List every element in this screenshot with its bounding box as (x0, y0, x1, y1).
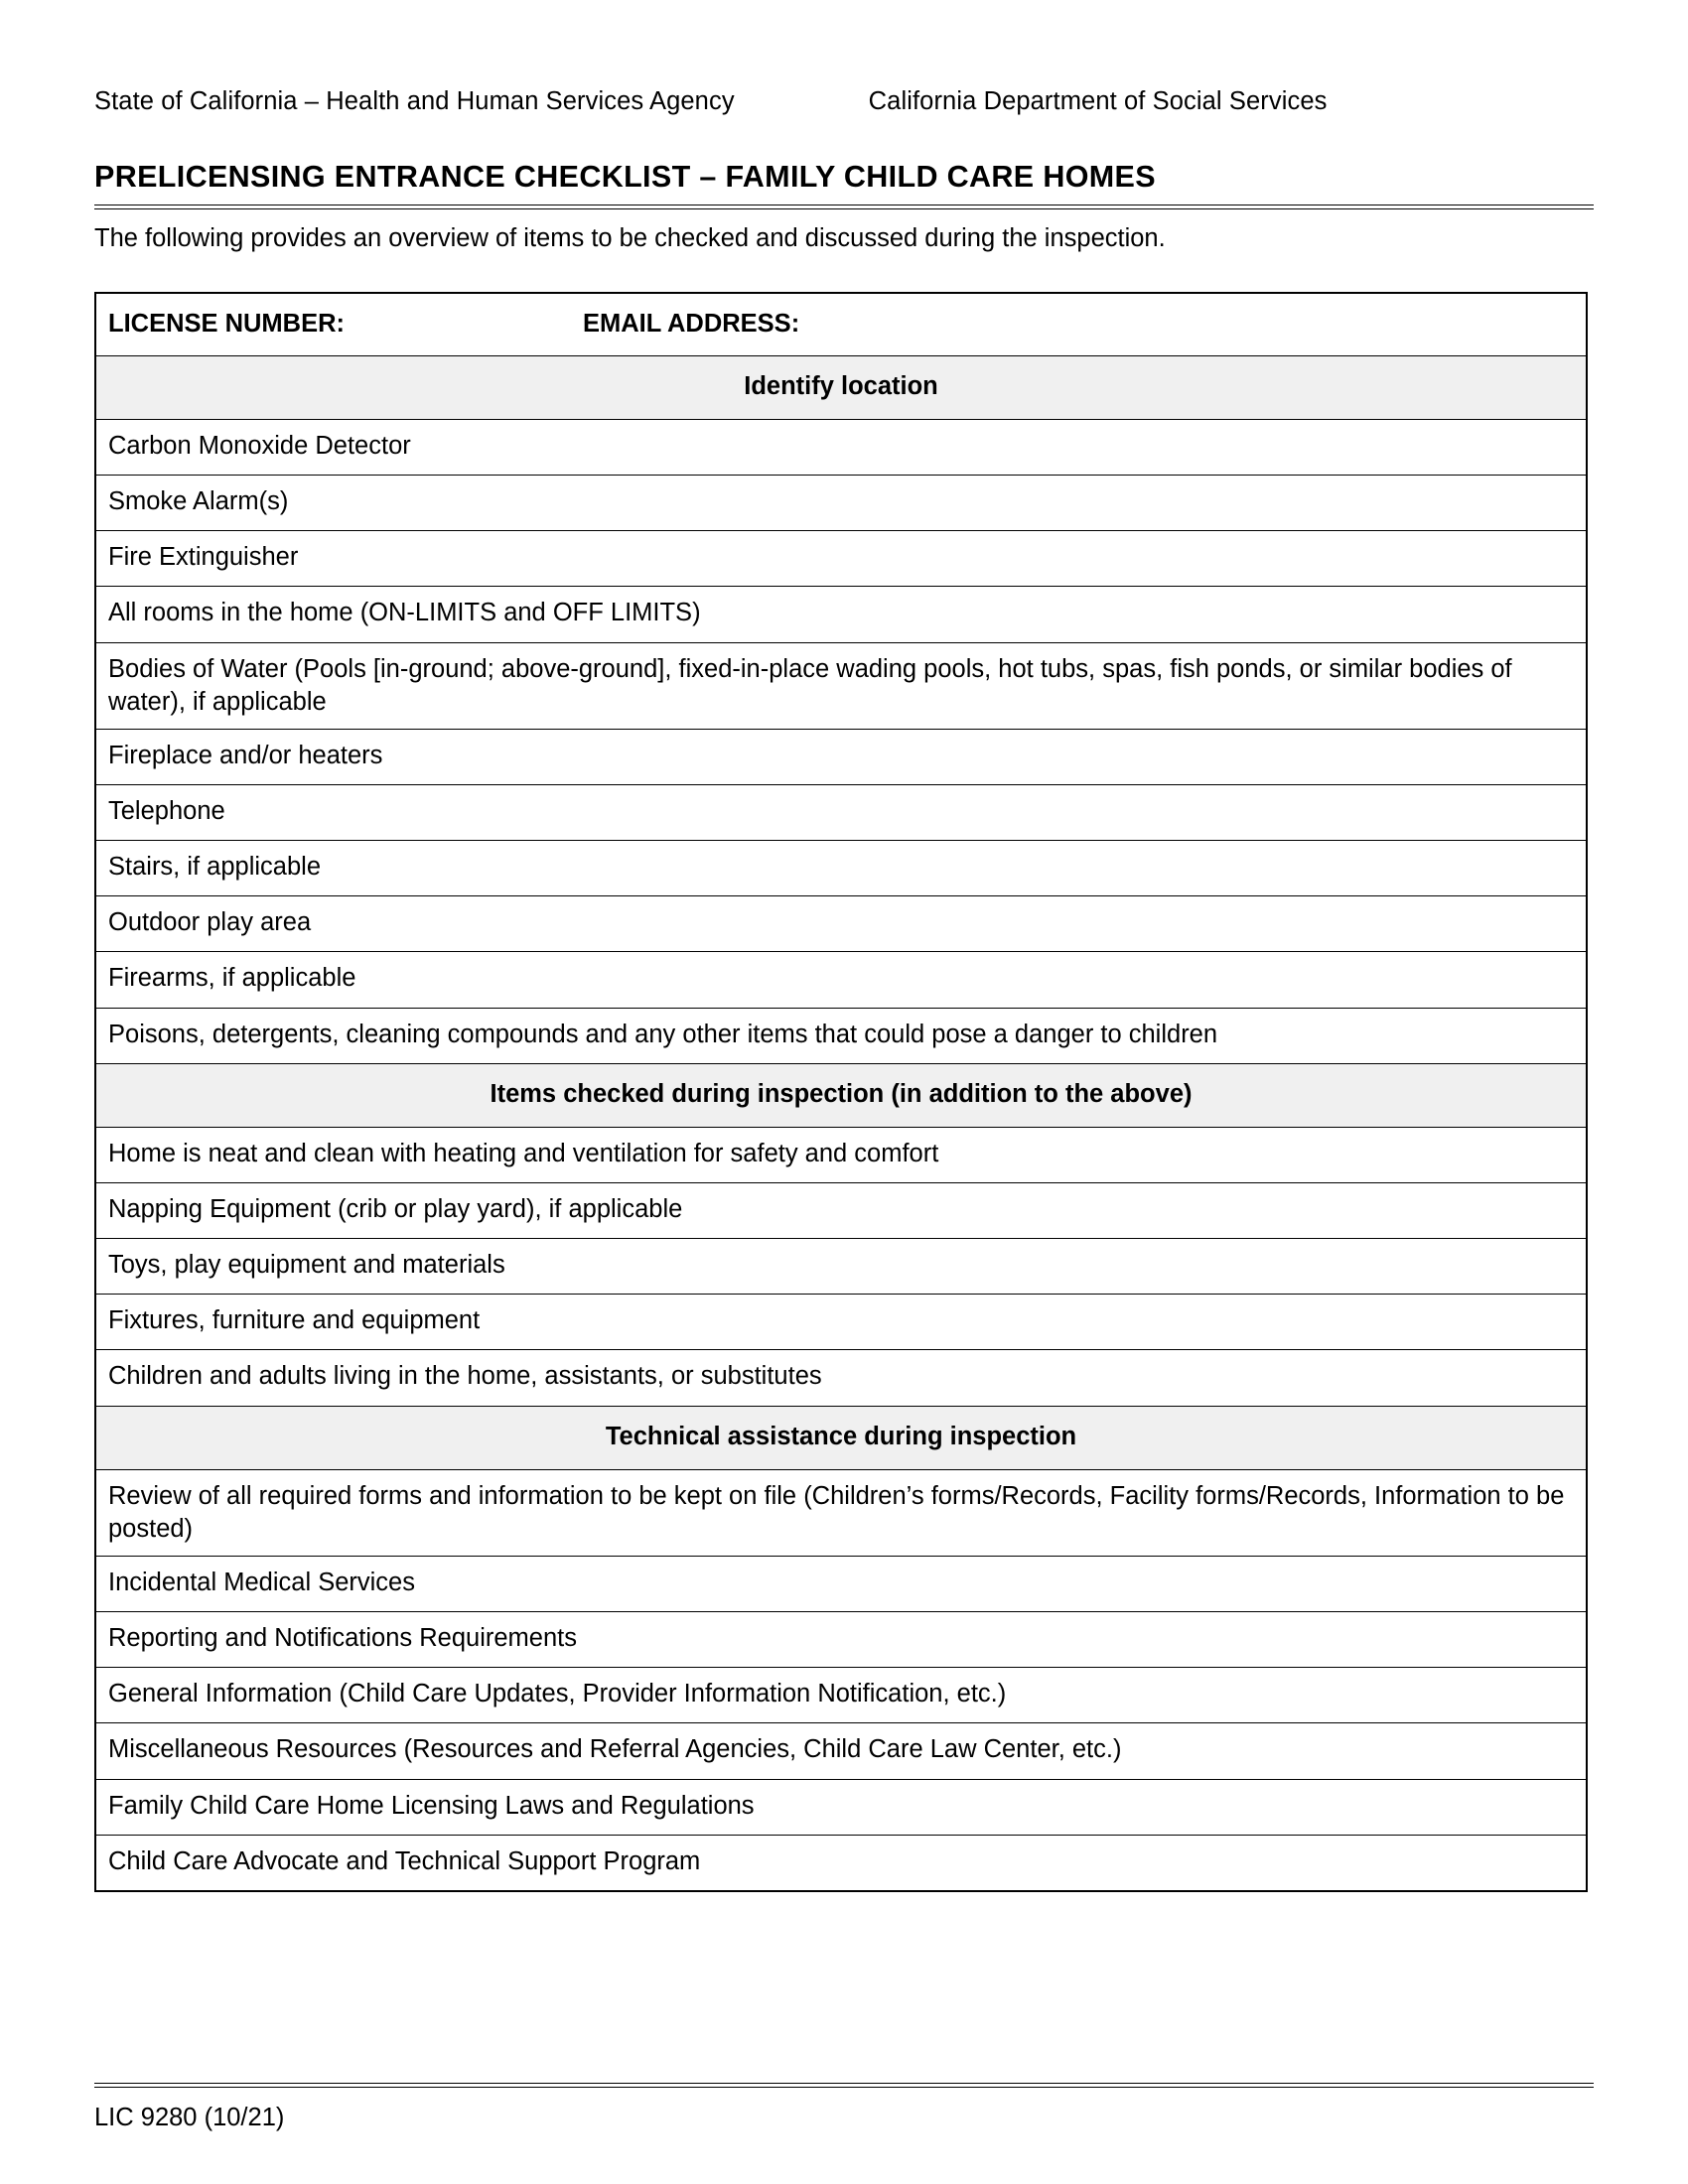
table-row[interactable] (95, 1612, 1587, 1668)
checklist-item[interactable]: Telephone (95, 784, 1587, 840)
checklist-item[interactable]: Outdoor play area (95, 896, 1587, 952)
checklist-item[interactable]: Napping Equipment (crib or play yard), if applicable (95, 1182, 1587, 1238)
section-heading-cell: Items checked during inspection (in addition to the above) (95, 1063, 1587, 1127)
table-row[interactable] (95, 896, 1587, 952)
table-row[interactable] (95, 1127, 1587, 1182)
checklist-body (95, 293, 1587, 1891)
section-header-identify-location (95, 355, 1587, 419)
checklist-item[interactable]: Children and adults living in the home, assistants, or substitutes (95, 1350, 1587, 1406)
checklist-table (94, 292, 1588, 1892)
section-header-technical-assistance (95, 1406, 1587, 1469)
license-number-label: LICENSE NUMBER: (108, 309, 346, 338)
section-heading-cell: Technical assistance during inspection (95, 1406, 1587, 1469)
checklist-item[interactable]: Home is neat and clean with heating and ventilation for safety and comfort (95, 1127, 1587, 1182)
checklist-item[interactable]: Smoke Alarm(s) (95, 476, 1587, 531)
table-row[interactable] (95, 1350, 1587, 1406)
footer-divider (94, 2083, 1594, 2088)
table-row[interactable] (95, 1008, 1587, 1063)
checklist-item[interactable]: Stairs, if applicable (95, 841, 1587, 896)
table-row[interactable] (95, 1556, 1587, 1611)
table-row[interactable] (95, 1723, 1587, 1779)
checklist-item[interactable]: Fire Extinguisher (95, 531, 1587, 587)
checklist-item[interactable]: Reporting and Notifications Requirements (95, 1612, 1587, 1668)
table-row[interactable] (95, 587, 1587, 642)
checklist-item[interactable]: Firearms, if applicable (95, 952, 1587, 1008)
checklist-item[interactable]: Family Child Care Home Licensing Laws and Regulations (95, 1779, 1587, 1835)
table-row[interactable] (95, 952, 1587, 1008)
title-divider (94, 205, 1594, 209)
section-header-items-checked (95, 1063, 1587, 1127)
table-row[interactable] (95, 531, 1587, 587)
table-row[interactable] (95, 1835, 1587, 1891)
identification-cell (95, 293, 1587, 356)
table-row[interactable] (95, 1469, 1587, 1556)
checklist-item[interactable]: Review of all required forms and information to be kept on file (Children’s forms/Records, Facility forms/Records, Information to be posted) (95, 1469, 1587, 1556)
checklist-item[interactable]: Bodies of Water (Pools [in-ground; above-ground], fixed-in-place wading pools, hot tubs, spas, fish ponds, or similar bodies of water), if applicable (95, 642, 1587, 729)
checklist-item[interactable]: Child Care Advocate and Technical Support Program (95, 1835, 1587, 1891)
checklist-item[interactable]: General Information (Child Care Updates, Provider Information Notification, etc.) (95, 1668, 1587, 1723)
table-row[interactable] (95, 642, 1587, 729)
table-row[interactable] (95, 1668, 1587, 1723)
email-address-label: EMAIL ADDRESS: (583, 309, 800, 338)
checklist-item[interactable]: Carbon Monoxide Detector (95, 419, 1587, 475)
checklist-item[interactable]: Fixtures, furniture and equipment (95, 1295, 1587, 1350)
document-subtitle: The following provides an overview of items to be checked and discussed during the inspection. (94, 224, 1166, 253)
table-row[interactable] (95, 729, 1587, 784)
table-row[interactable] (95, 841, 1587, 896)
table-row[interactable] (95, 1239, 1587, 1295)
table-row[interactable] (95, 476, 1587, 531)
page-title: PRELICENSING ENTRANCE CHECKLIST – FAMILY CHILD CARE HOMES (94, 160, 1156, 195)
agency-name-left: State of California – Health and Human Services Agency (94, 87, 735, 115)
form-number: LIC 9280 (10/21) (94, 2104, 285, 2131)
agency-header (94, 0, 1594, 115)
table-row-identification (95, 293, 1587, 356)
table-row[interactable] (95, 1295, 1587, 1350)
table-row[interactable] (95, 784, 1587, 840)
checklist-item[interactable]: All rooms in the home (ON-LIMITS and OFF LIMITS) (95, 587, 1587, 642)
checklist-item[interactable]: Incidental Medical Services (95, 1556, 1587, 1611)
checklist-item[interactable]: Miscellaneous Resources (Resources and Referral Agencies, Child Care Law Center, etc.) (95, 1723, 1587, 1779)
checklist-item[interactable]: Toys, play equipment and materials (95, 1239, 1587, 1295)
table-row[interactable] (95, 419, 1587, 475)
section-heading-cell: Identify location (95, 355, 1587, 419)
agency-name-right: California Department of Social Services (868, 87, 1328, 115)
table-row[interactable] (95, 1182, 1587, 1238)
table-row[interactable] (95, 1779, 1587, 1835)
checklist-item[interactable]: Fireplace and/or heaters (95, 729, 1587, 784)
checklist-item[interactable]: Poisons, detergents, cleaning compounds and any other items that could pose a danger to children (95, 1008, 1587, 1063)
